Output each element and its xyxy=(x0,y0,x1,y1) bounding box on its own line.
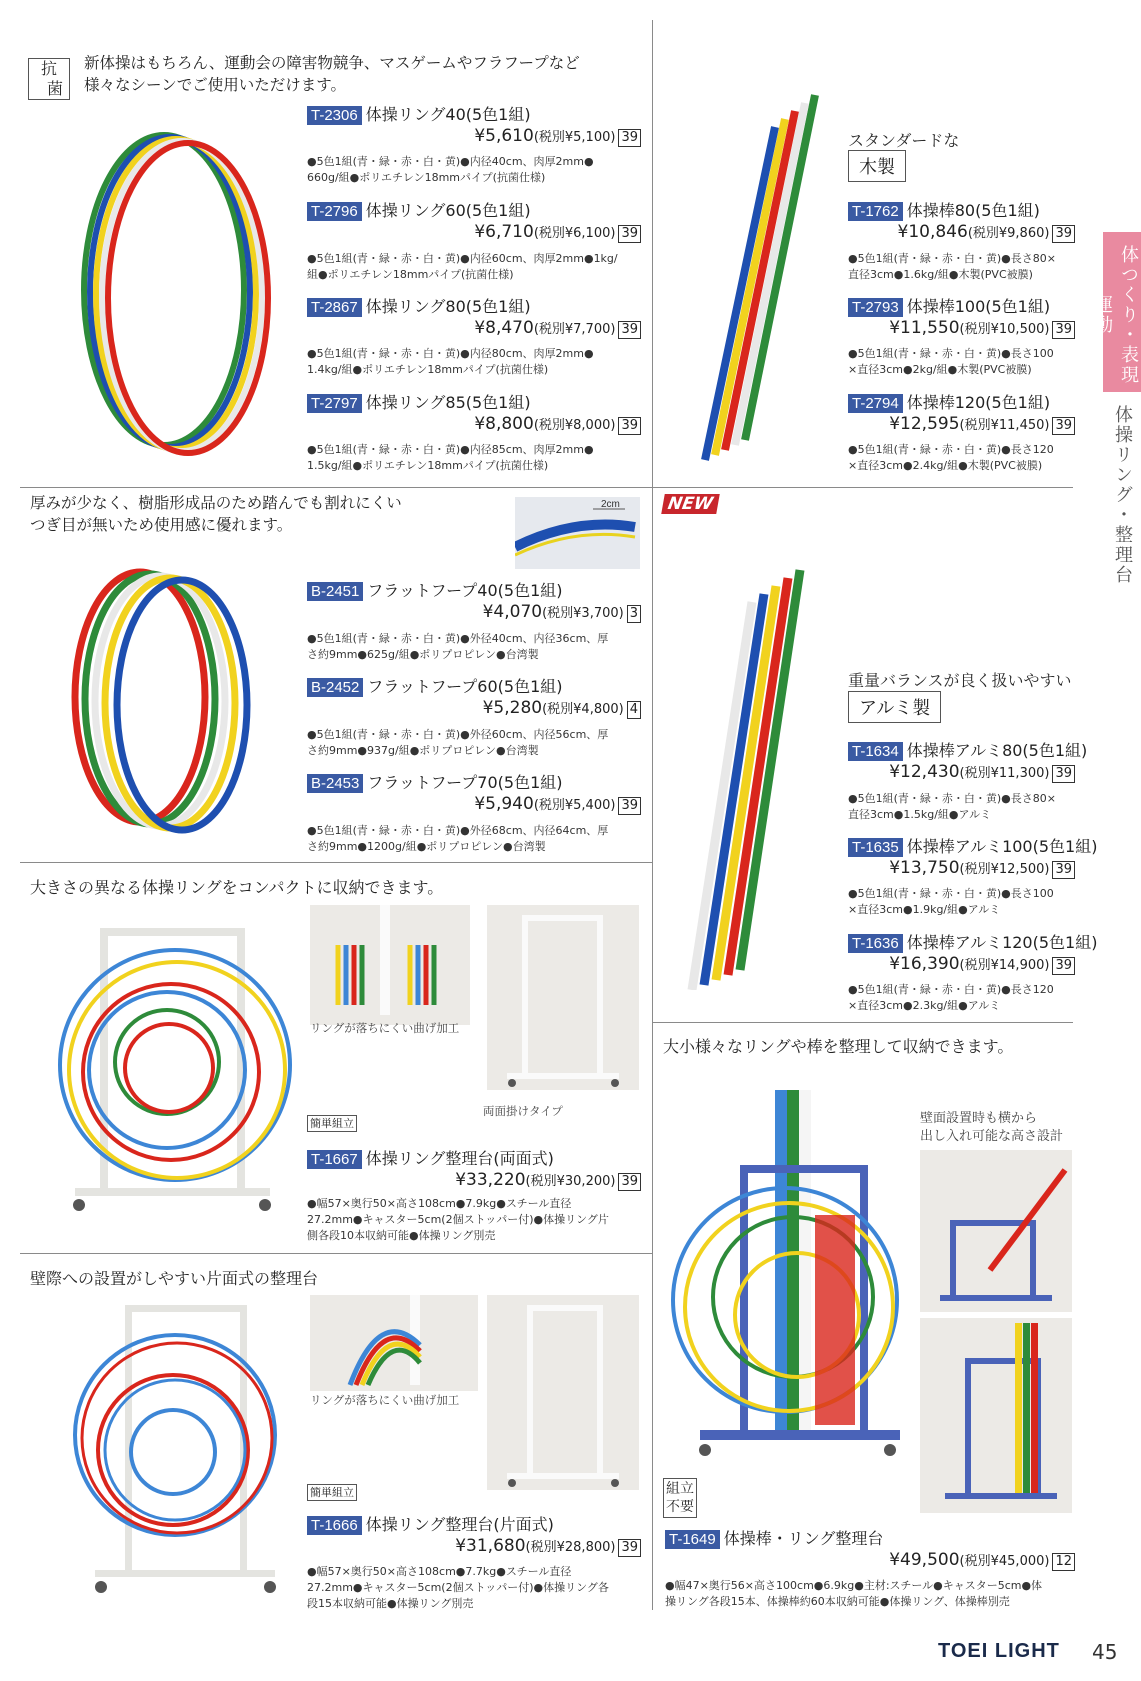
spec-line: 27.2mm●キャスター5cm(2個ストッパー付)●体操リング片 xyxy=(307,1213,609,1226)
page-ref: 4 xyxy=(627,701,641,719)
price-tax: (税別¥14,900) xyxy=(959,958,1050,973)
easy-assembly-badge: 簡単組立 xyxy=(307,1484,357,1501)
spec-line: 段15本収納可能●体操リング別売 xyxy=(307,1597,474,1610)
product-spec xyxy=(848,251,1056,283)
product-spec xyxy=(307,1564,609,1612)
badge-line: 組立 xyxy=(666,1481,694,1497)
price-tax: (税別¥7,700) xyxy=(533,322,616,337)
rack2-photo xyxy=(55,920,295,1220)
wood-lead: スタンダードな xyxy=(848,131,960,150)
flat-hoops-photo xyxy=(60,550,260,845)
product-price xyxy=(474,222,641,243)
product-title-t2794 xyxy=(848,390,1050,413)
product-code: B-2451 xyxy=(307,582,363,601)
product-code: T-1634 xyxy=(848,742,903,761)
page-number: 45 xyxy=(1092,1640,1118,1664)
organizer-headline: 大小様々なリングや棒を整理して収納できます。 xyxy=(663,1037,1014,1056)
spec-line: ●5色1組(青・緑・赤・白・黄)●長さ120 xyxy=(848,443,1054,456)
product-title-b2451 xyxy=(307,578,563,601)
spec-line: 直径3cm●1.6kg/組●木製(PVC被膜) xyxy=(848,268,1033,281)
page-ref: 3 xyxy=(627,605,641,623)
product-code: T-1667 xyxy=(307,1150,362,1169)
product-spec xyxy=(848,791,1056,823)
price-tax: (税別¥11,450) xyxy=(959,418,1050,433)
product-price xyxy=(474,414,641,435)
spec-line: 1.5kg/組●ポリエチレン18mmパイプ(抗菌仕様) xyxy=(307,459,549,472)
price-value: ¥33,220 xyxy=(455,1170,526,1190)
spec-line: ×直径3cm●2kg/組●木製(PVC被膜) xyxy=(848,363,1032,376)
price-tax: (税別¥4,800) xyxy=(542,702,624,717)
product-code: T-1649 xyxy=(665,1530,720,1549)
price-tax: (税別¥6,100) xyxy=(533,226,616,241)
product-title-t1634 xyxy=(848,738,1087,761)
rings-intro xyxy=(84,52,580,96)
product-price xyxy=(889,1550,1075,1571)
price-value: ¥5,280 xyxy=(482,698,543,718)
product-title-t1666 xyxy=(307,1512,554,1535)
caption-line: 壁面設置時も横から xyxy=(920,1111,1038,1126)
spec-line: 側各段10本収納可能●体操リング別売 xyxy=(307,1229,496,1242)
page-ref: 39 xyxy=(618,1539,641,1557)
product-price xyxy=(889,762,1075,783)
spec-line: ●5色1組(青・緑・赤・白・黄)●長さ120 xyxy=(848,983,1054,996)
product-code: B-2453 xyxy=(307,774,363,793)
price-tax: (税別¥3,700) xyxy=(542,606,624,621)
rings-intro-line-1: 新体操はもちろん、運動会の障害物競争、マスゲームやフラフープなど xyxy=(84,54,580,72)
product-code: T-2796 xyxy=(307,202,362,221)
product-title-t1762 xyxy=(848,198,1040,221)
product-code: B-2452 xyxy=(307,678,363,697)
spec-line: ●5色1組(青・緑・赤・白・黄)●長さ100 xyxy=(848,887,1054,900)
product-spec xyxy=(307,442,594,474)
new-badge: NEW xyxy=(661,494,719,514)
spec-line: 操リング各段15本、体操棒約60本収納可能●体操リング、体操棒別売 xyxy=(665,1595,1010,1608)
product-title-t1649 xyxy=(665,1526,883,1549)
page-ref: 39 xyxy=(618,129,641,147)
product-code: T-1635 xyxy=(848,838,903,857)
wood-material-tag: 木製 xyxy=(848,150,906,182)
alu-lead: 重量バランスが良く扱いやすい xyxy=(848,671,1072,690)
product-price xyxy=(898,222,1076,243)
page-ref: 39 xyxy=(1052,957,1075,975)
rack2-caption-bend: リングが落ちにくい曲げ加工 xyxy=(310,1021,460,1035)
product-name: 体操棒アルミ120(5色1組) xyxy=(906,933,1098,952)
price-value: ¥31,680 xyxy=(455,1536,526,1556)
product-title-b2453 xyxy=(307,770,563,793)
product-name: 体操棒・リング整理台 xyxy=(723,1529,884,1548)
product-price xyxy=(889,318,1075,339)
flat-intro-line-1: 厚みが少なく、樹脂形成品のため踏んでも割れにくい xyxy=(30,494,402,512)
page-ref: 39 xyxy=(618,321,641,339)
spec-line: ●幅57×奥行50×高さ108cm●7.7kg●スチール直径 xyxy=(307,1565,572,1578)
product-name: 体操棒80(5色1組) xyxy=(906,201,1040,220)
product-spec xyxy=(307,727,608,759)
product-code: T-1666 xyxy=(307,1516,362,1535)
product-name: 体操リング80(5色1組) xyxy=(365,297,531,316)
product-price xyxy=(474,126,641,147)
price-value: ¥12,430 xyxy=(889,762,960,782)
price-tax: (税別¥10,500) xyxy=(959,322,1050,337)
price-tax: (税別¥45,000) xyxy=(959,1554,1050,1569)
product-price xyxy=(889,414,1075,435)
product-spec xyxy=(307,251,618,283)
product-code: T-2794 xyxy=(848,394,903,413)
product-title-t2867 xyxy=(307,294,531,317)
flat-intro-line-2: つぎ目が無いため使用感に優れます。 xyxy=(30,516,293,534)
page-ref: 39 xyxy=(1052,765,1075,783)
product-spec xyxy=(848,886,1054,918)
price-tax: (税別¥28,800) xyxy=(525,1540,616,1555)
price-value: ¥12,595 xyxy=(889,414,960,434)
spec-line: ●5色1組(青・緑・赤・白・黄)●外径40cm、内径36cm、厚 xyxy=(307,632,609,645)
product-name: フラットフープ60(5色1組) xyxy=(367,677,563,696)
price-value: ¥4,070 xyxy=(482,602,543,622)
price-tax: (税別¥12,500) xyxy=(959,862,1050,877)
rings-photo xyxy=(52,110,292,470)
product-code: T-1762 xyxy=(848,202,903,221)
price-tax: (税別¥11,300) xyxy=(959,766,1050,781)
price-value: ¥5,940 xyxy=(474,794,534,814)
rack1-frame-photo xyxy=(487,1295,639,1490)
page-ref: 39 xyxy=(618,797,641,815)
rack2-frame-photo xyxy=(487,905,639,1090)
product-title-t2793 xyxy=(848,294,1050,317)
page-ref: 39 xyxy=(1052,861,1075,879)
rack2-headline: 大きさの異なる体操リングをコンパクトに収納できます。 xyxy=(30,878,444,897)
price-tax: (税別¥5,400) xyxy=(533,798,616,813)
badge-line: 不要 xyxy=(666,1499,694,1515)
product-spec xyxy=(665,1578,1042,1610)
product-price xyxy=(889,954,1075,975)
spec-line: 660g/組●ポリエチレン18mmパイプ(抗菌仕様) xyxy=(307,171,546,184)
product-code: T-2793 xyxy=(848,298,903,317)
no-assembly-badge xyxy=(663,1478,697,1518)
organizer-photo xyxy=(665,1085,900,1465)
product-price xyxy=(455,1170,641,1191)
page-ref: 39 xyxy=(618,417,641,435)
spec-line: ●5色1組(青・緑・赤・白・黄)●長さ80× xyxy=(848,792,1056,805)
page-ref: 39 xyxy=(1052,321,1075,339)
spec-line: ●5色1組(青・緑・赤・白・黄)●内径85cm、肉厚2mm● xyxy=(307,443,594,456)
product-title-t2797 xyxy=(307,390,531,413)
caption-line: 出し入れ可能な高さ設計 xyxy=(920,1129,1064,1144)
product-spec xyxy=(307,823,608,855)
spec-line: 組●ポリエチレン18mmパイプ(抗菌仕様) xyxy=(307,268,514,281)
price-value: ¥13,750 xyxy=(889,858,960,878)
badge-char-1: 抗 xyxy=(40,59,57,78)
product-title-t2796 xyxy=(307,198,531,221)
product-name: 体操棒100(5色1組) xyxy=(906,297,1051,316)
page-ref: 39 xyxy=(1052,417,1075,435)
rack2-caption-type: 両面掛けタイプ xyxy=(483,1104,563,1118)
subcategory-label: 体操リング・整理台 xyxy=(1112,405,1133,585)
spec-line: ●5色1組(青・緑・赤・白・黄)●長さ100 xyxy=(848,347,1054,360)
product-name: 体操リング整理台(両面式) xyxy=(365,1149,554,1168)
price-value: ¥8,470 xyxy=(474,318,534,338)
product-code: T-2306 xyxy=(307,106,362,125)
badge-char-2: 菌 xyxy=(46,79,63,98)
spec-line: ●5色1組(青・緑・赤・白・黄)●外径60cm、内径56cm、厚 xyxy=(307,728,609,741)
spec-line: ●5色1組(青・緑・赤・白・黄)●内径60cm、肉厚2mm●1kg/ xyxy=(307,252,618,265)
product-name: 体操リング40(5色1組) xyxy=(365,105,531,124)
spec-line: ×直径3cm●1.9kg/組●アルミ xyxy=(848,903,1001,916)
page-ref: 39 xyxy=(1052,225,1075,243)
product-spec xyxy=(848,442,1054,474)
product-code: T-2867 xyxy=(307,298,362,317)
price-value: ¥11,550 xyxy=(889,318,960,338)
product-code: T-2797 xyxy=(307,394,362,413)
product-name: 体操棒アルミ80(5色1組) xyxy=(906,741,1088,760)
product-price xyxy=(455,1536,641,1557)
product-title-t1667 xyxy=(307,1146,554,1169)
price-value: ¥8,800 xyxy=(474,414,534,434)
spec-line: さ約9mm●1200g/組●ポリプロピレン●台湾製 xyxy=(307,840,546,853)
product-name: 体操リング60(5色1組) xyxy=(365,201,531,220)
product-price xyxy=(474,794,641,815)
product-name: フラットフープ70(5色1組) xyxy=(367,773,563,792)
page-ref: 12 xyxy=(1052,1553,1075,1571)
price-value: ¥6,710 xyxy=(474,222,534,242)
flat-hoop-detail-photo xyxy=(515,497,640,569)
alu-sticks-photo xyxy=(680,560,820,990)
product-price xyxy=(889,858,1075,879)
organizer-caption xyxy=(920,1110,1063,1146)
rack1-detail-photo xyxy=(310,1295,478,1391)
product-title-b2452 xyxy=(307,674,563,697)
spec-line: ●5色1組(青・緑・赤・白・黄)●外径68cm、内径64cm、厚 xyxy=(307,824,609,837)
page-ref: 39 xyxy=(618,225,641,243)
product-price xyxy=(483,602,641,623)
product-spec xyxy=(307,631,608,663)
rack1-photo xyxy=(65,1300,290,1600)
organizer-side-photo xyxy=(920,1318,1072,1513)
price-tax: (税別¥5,100) xyxy=(533,130,616,145)
product-name: 体操棒アルミ100(5色1組) xyxy=(906,837,1098,856)
rack1-caption-bend: リングが落ちにくい曲げ加工 xyxy=(310,1393,460,1407)
spec-line: ×直径3cm●2.4kg/組●木製(PVC被膜) xyxy=(848,459,1043,472)
spec-line: 直径3cm●1.5kg/組●アルミ xyxy=(848,808,992,821)
flat-intro xyxy=(30,492,402,536)
price-tax: (税別¥9,860) xyxy=(967,226,1050,241)
product-name: 体操リング整理台(片面式) xyxy=(365,1515,554,1534)
spec-line: さ約9mm●625g/組●ポリプロピレン●台湾製 xyxy=(307,648,539,661)
wood-sticks-photo xyxy=(690,85,830,465)
spec-line: ●5色1組(青・緑・赤・白・黄)●長さ80× xyxy=(848,252,1056,265)
product-title-t1635 xyxy=(848,834,1097,857)
price-value: ¥49,500 xyxy=(889,1550,960,1570)
antibacterial-badge xyxy=(28,58,70,100)
spec-line: 1.4kg/組●ポリエチレン18mmパイプ(抗菌仕様) xyxy=(307,363,549,376)
product-price xyxy=(483,698,641,719)
spec-line: ●幅57×奥行50×高さ108cm●7.9kg●スチール直径 xyxy=(307,1197,572,1210)
price-value: ¥10,846 xyxy=(897,222,968,242)
spec-line: ●5色1組(青・緑・赤・白・黄)●内径40cm、肉厚2mm● xyxy=(307,155,594,168)
product-name: フラットフープ40(5色1組) xyxy=(367,581,563,600)
organizer-wall-photo xyxy=(920,1150,1072,1312)
product-title-t1636 xyxy=(848,930,1097,953)
spec-line: 27.2mm●キャスター5cm(2個ストッパー付)●体操リング各 xyxy=(307,1581,609,1594)
rack1-headline: 壁際への設置がしやすい片面式の整理台 xyxy=(30,1269,319,1288)
page-ref: 39 xyxy=(618,1173,641,1191)
spec-line: さ約9mm●937g/組●ポリプロピレン●台湾製 xyxy=(307,744,539,757)
price-tax: (税別¥30,200) xyxy=(525,1174,616,1189)
dimension-label: 2cm xyxy=(601,499,620,510)
product-name: 体操リング85(5色1組) xyxy=(365,393,531,412)
easy-assembly-badge: 簡単組立 xyxy=(307,1115,357,1132)
alu-material-tag: アルミ製 xyxy=(848,691,941,723)
product-title-t2306 xyxy=(307,102,531,125)
rack2-detail-photo xyxy=(310,905,470,1025)
spec-line: ●5色1組(青・緑・赤・白・黄)●内径80cm、肉厚2mm● xyxy=(307,347,594,360)
product-code: T-1636 xyxy=(848,934,903,953)
category-tab: 体つくり・表現運動 xyxy=(1103,232,1141,392)
brand-logo: TOEI LIGHT xyxy=(938,1640,1060,1662)
price-value: ¥16,390 xyxy=(889,954,960,974)
product-spec xyxy=(307,346,594,378)
product-spec xyxy=(307,154,594,186)
product-spec xyxy=(848,346,1054,378)
product-spec xyxy=(307,1196,609,1244)
product-name: 体操棒120(5色1組) xyxy=(906,393,1051,412)
spec-line: ●幅47×奥行56×高さ100cm●6.9kg●主材:スチール●キャスター5cm●体 xyxy=(665,1579,1043,1592)
product-spec xyxy=(848,982,1054,1014)
price-tax: (税別¥8,000) xyxy=(533,418,616,433)
price-value: ¥5,610 xyxy=(474,126,534,146)
product-price xyxy=(474,318,641,339)
rings-intro-line-2: 様々なシーンでご使用いただけます。 xyxy=(84,76,346,94)
spec-line: ×直径3cm●2.3kg/組●アルミ xyxy=(848,999,1001,1012)
